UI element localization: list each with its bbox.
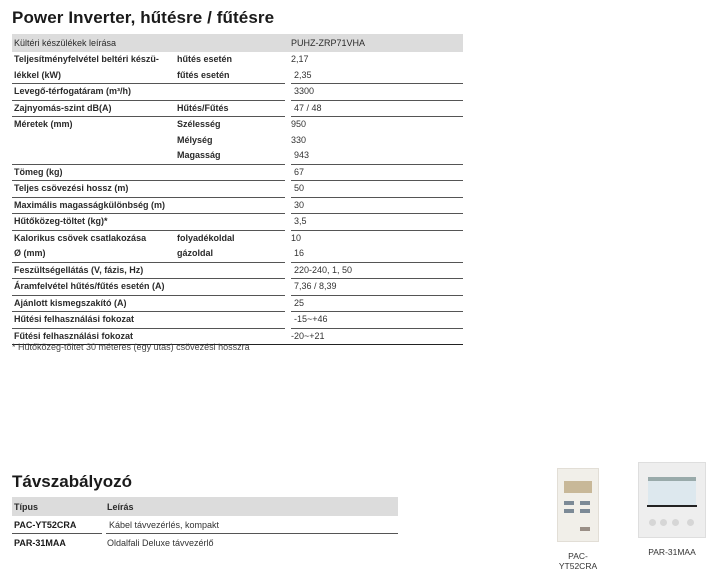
- row-condition: [175, 84, 288, 101]
- row-condition: Szélesség: [177, 119, 221, 130]
- header-desc: Leírás: [104, 497, 398, 516]
- row-value: 7,36 / 8,39: [288, 279, 463, 296]
- row-value: 25: [288, 295, 463, 312]
- header-type: Típus: [12, 497, 104, 516]
- spec-table: [12, 34, 463, 345]
- remote-desc: Kábel távvezérlés, kompakt: [104, 516, 398, 534]
- row-condition: [175, 214, 288, 231]
- row-label: Feszültségellátás (V, fázis, Hz): [12, 262, 175, 279]
- table-row: [12, 100, 463, 117]
- table-row: [12, 262, 463, 279]
- row-value: 50: [288, 181, 463, 198]
- table-row: [12, 214, 463, 231]
- row-condition: fűtés esetén: [175, 68, 288, 84]
- row-label: [12, 133, 175, 149]
- remote-type: PAC-YT52CRA: [12, 516, 104, 534]
- table-row: [12, 117, 463, 133]
- row-condition: gázoldal: [175, 246, 288, 262]
- remote-table-header: [12, 497, 398, 516]
- row-value: 10: [291, 232, 302, 243]
- table-row: [12, 181, 463, 198]
- table-row: [12, 534, 398, 552]
- row-value: 30: [288, 197, 463, 214]
- row-label: Teljes csövezési hossz (m): [12, 181, 175, 198]
- table-row: [12, 68, 463, 84]
- row-condition: folyadékoldal: [177, 232, 235, 243]
- row-label: Zajnyomás-szint dB(A): [12, 100, 175, 117]
- row-value: 2,17: [291, 54, 309, 65]
- row-condition: hűtés esetén: [177, 54, 233, 65]
- product-pac-yt52cra: [552, 468, 604, 571]
- row-label: Ajánlott kismegszakító (A): [12, 295, 175, 312]
- row-condition: [175, 312, 288, 329]
- row-label: Kalorikus csövek csatlakozása: [14, 232, 147, 243]
- row-label: Ø (mm): [12, 246, 175, 262]
- row-condition: Hűtés/Fűtés: [175, 100, 288, 117]
- row-condition: [175, 197, 288, 214]
- row-value: 330: [291, 134, 307, 145]
- page-title: Power Inverter, hűtésre / fűtésre: [12, 8, 275, 27]
- row-value: 16: [288, 246, 463, 262]
- row-value: 2,35: [288, 68, 463, 84]
- table-row: [12, 133, 463, 149]
- table-row: [12, 52, 463, 68]
- row-label: Tömeg (kg): [12, 164, 175, 181]
- row-value: 47 / 48: [288, 100, 463, 117]
- table-row: [12, 164, 463, 181]
- row-label: Méretek (mm): [14, 119, 73, 130]
- row-condition: [175, 262, 288, 279]
- row-condition: [175, 164, 288, 181]
- row-value: 220-240, 1, 50: [288, 262, 463, 279]
- table-row: [12, 148, 463, 164]
- row-label: [12, 148, 175, 164]
- row-label: lékkel (kW): [12, 68, 175, 84]
- row-label: Teljesítményfelvétel beltéri készü-: [14, 54, 159, 65]
- remote-desc: Oldalfali Deluxe távvezérlő: [107, 537, 214, 548]
- remote-table: [12, 497, 398, 551]
- row-label: Fűtési felhasználási fokozat: [12, 328, 175, 345]
- row-value: 67: [288, 164, 463, 181]
- row-label: Hűtőközeg-töltet (kg)*: [12, 214, 175, 231]
- row-label: Maximális magasságkülönbség (m): [12, 197, 175, 214]
- row-value: 3,5: [288, 214, 463, 231]
- table-row: [12, 230, 463, 246]
- spec-header-model: PUHZ-ZRP71VHA: [288, 34, 463, 52]
- remote-controller-image: [638, 462, 706, 538]
- footnote: * Hűtőközeg-töltet 30 méteres (egy utas) csövezési hosszra: [12, 342, 250, 352]
- row-value: 950: [291, 119, 307, 130]
- remote-controller-image: [557, 468, 599, 542]
- table-row: [12, 279, 463, 296]
- row-condition: Magasság: [175, 148, 288, 164]
- table-row: [12, 295, 463, 312]
- row-condition: [175, 279, 288, 296]
- spec-table-header: [12, 34, 463, 52]
- table-row: [12, 84, 463, 101]
- table-row: [12, 312, 463, 329]
- table-row: [12, 246, 463, 262]
- row-value: -20~+21: [288, 328, 463, 345]
- table-row: [12, 516, 398, 534]
- row-condition: Mélység: [177, 134, 213, 145]
- remote-section-title: Távszabályozó: [12, 472, 132, 491]
- row-condition: [175, 181, 288, 198]
- row-label: Levegő-térfogatáram (m³/h): [12, 84, 175, 101]
- row-condition: [175, 295, 288, 312]
- row-label: Áramfelvétel hűtés/fűtés esetén (A): [12, 279, 175, 296]
- product-par-31maa: [635, 462, 709, 557]
- remote-type: PAR-31MAA: [14, 537, 66, 548]
- row-value: -15~+46: [288, 312, 463, 329]
- table-row: [12, 197, 463, 214]
- row-label: Hűtési felhasználási fokozat: [12, 312, 175, 329]
- row-value: 3300: [288, 84, 463, 101]
- product-caption: PAR-31MAA: [648, 547, 696, 557]
- row-value: 943: [288, 148, 463, 164]
- spec-header-label: Kültéri készülékek leírása: [12, 34, 288, 52]
- product-caption: PAC-YT52CRA: [558, 551, 598, 571]
